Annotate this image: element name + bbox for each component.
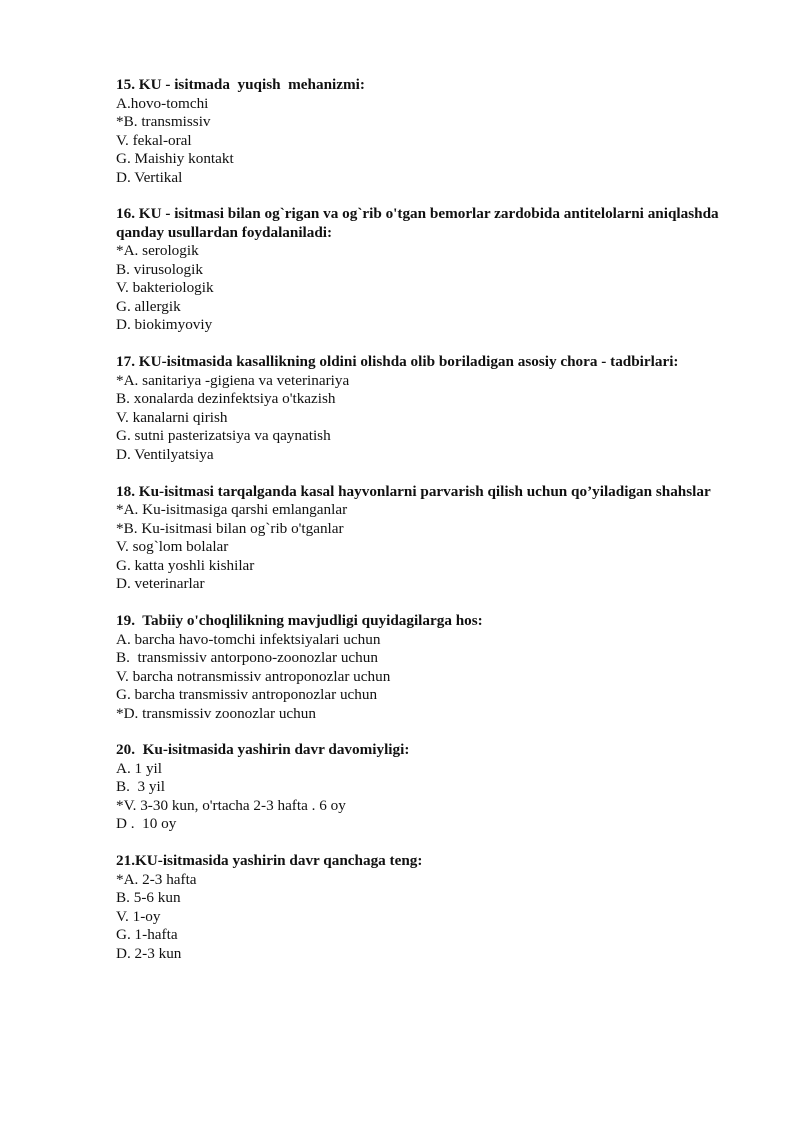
question-title: 19. Tabiiy o'choqlilikning mavjudligi quyidagilarga hos: <box>116 612 483 630</box>
question-15 <box>116 76 736 187</box>
question-title: 18. Ku-isitmasi tarqalganda kasal hayvonlarni parvarish qilish uchun qo’yiladigan shahslar <box>116 482 711 500</box>
answer-option: D . 10 oy <box>116 815 177 833</box>
document-page <box>116 76 736 982</box>
answer-option: *B. transmissiv <box>116 113 211 130</box>
answer-option: V. kanalarni qirish <box>116 408 228 426</box>
answer-option: G. allergik <box>116 297 181 315</box>
answer-option: A.hovo-tomchi <box>116 94 209 112</box>
answer-option: V. barcha notransmissiv antroponozlar uchun <box>116 667 391 685</box>
answer-option: G. sutni pasterizatsiya va qaynatish <box>116 427 331 445</box>
answer-option: D. biokimyoviy <box>116 316 213 334</box>
answer-option: B. transmissiv antorpono-zoonozlar uchun <box>116 649 378 667</box>
answer-option: D. 2-3 kun <box>116 944 182 962</box>
question-title: 15. KU - isitmada yuqish mehanizmi: <box>116 76 365 93</box>
answer-option: B. virusologik <box>116 260 203 278</box>
answer-option: V. 1-oy <box>116 907 161 925</box>
answer-option: D. veterinarlar <box>116 575 205 593</box>
answer-option: *A. Ku-isitmasiga qarshi emlanganlar <box>116 501 348 519</box>
question-title: 17. KU-isitmasida kasallikning oldini olishda olib boriladigan asosiy chora - tadbirlari: <box>116 353 679 371</box>
answer-option: V. sog`lom bolalar <box>116 538 229 556</box>
answer-option: G. 1-hafta <box>116 926 178 944</box>
question-title: 16. KU - isitmasi bilan og`rigan va og`rib o'tgan bemorlar zardobida antitelolarni aniqlashda qanday usullardan foydalaniladi: <box>116 205 723 241</box>
question-19 <box>116 612 736 723</box>
answer-option: B. 3 yil <box>116 778 165 796</box>
answer-option: V. fekal-oral <box>116 131 192 149</box>
answer-option: V. bakteriologik <box>116 279 214 297</box>
answer-option: *D. transmissiv zoonozlar uchun <box>116 704 316 722</box>
answer-option: G. barcha transmissiv antroponozlar uchun <box>116 686 378 704</box>
answer-option: B. xonalarda dezinfektsiya o'tkazish <box>116 390 336 408</box>
answer-option: *A. 2-3 hafta <box>116 870 197 888</box>
answer-option: *A. serologik <box>116 242 199 260</box>
answer-option: D. Vertikal <box>116 168 183 186</box>
answer-option: D. Ventilyatsiya <box>116 445 214 463</box>
question-16 <box>116 205 736 335</box>
question-21 <box>116 852 736 963</box>
question-title: 21.KU-isitmasida yashirin davr qanchaga teng: <box>116 852 423 870</box>
answer-option: B. 5-6 kun <box>116 889 181 907</box>
question-18 <box>116 483 736 594</box>
answer-option: A. barcha havo-tomchi infektsiyalari uchun <box>116 630 381 648</box>
answer-option: *B. Ku-isitmasi bilan og`rib o'tganlar <box>116 519 344 537</box>
answer-option: G. katta yoshli kishilar <box>116 556 255 574</box>
answer-option: *V. 3-30 kun, o'rtacha 2-3 hafta . 6 oy <box>116 796 346 814</box>
answer-option: A. 1 yil <box>116 759 162 777</box>
question-17 <box>116 353 736 464</box>
question-title: 20. Ku-isitmasida yashirin davr davomiyligi: <box>116 741 410 759</box>
answer-option: G. Maishiy kontakt <box>116 150 234 167</box>
question-20 <box>116 741 736 834</box>
answer-option: *A. sanitariya -gigiena va veterinariya <box>116 371 350 389</box>
